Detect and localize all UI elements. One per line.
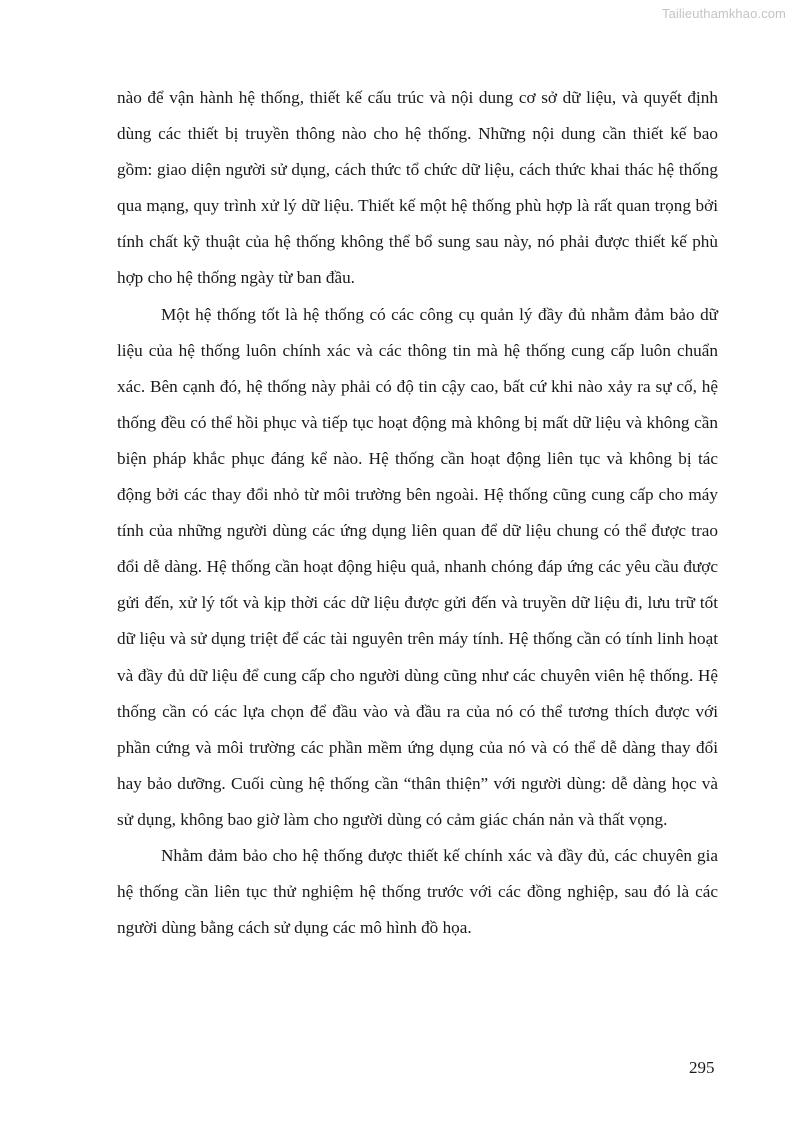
paragraph-good-system: Một hệ thống tốt là hệ thống có các công cụ quản lý đầy đủ nhằm đảm bảo dữ liệu của hệ thống luôn chính xác và các thông tin mà hệ thống cung cấp luôn chuẩn xác. Bên cạnh đó, hệ thống này phải có độ tin cậy cao, bất cứ khi nào xảy ra sự cố, hệ thống đều có thể hồi phục và tiếp tục hoạt động mà không bị mất dữ liệu và không cần biện pháp khắc phục đáng kể nào. Hệ thống cần hoạt động liên tục và không bị tác động bởi các thay đổi nhỏ từ môi trường bên ngoài. Hệ thống cũng cung cấp cho máy tính của những người dùng các ứng dụng liên quan để dữ liệu chung có thể được trao đổi dễ dàng. Hệ thống cần hoạt động hiệu quả, nhanh chóng đáp ứng các yêu cầu được gửi đến, xử lý tốt và kịp thời các dữ liệu được gửi đến và truyền dữ liệu đi, lưu trữ tốt dữ liệu và sử dụng triệt để các tài nguyên trên máy tính. Hệ thống cần có tính linh hoạt và đầy đủ dữ liệu để cung cấp cho người dùng cũng như các chuyên viên hệ thống. Hệ thống cần có các lựa chọn để đầu vào và đầu ra của nó có thể tương thích được với phần cứng và môi trường các phần mềm ứng dụng của nó và có thể dễ dàng thay đổi hay bảo dưỡng. Cuối cùng hệ thống cần “thân thiện” với người dùng: dễ dàng học và sử dụng, không bao giờ làm cho người dùng có cảm giác chán nản và thất vọng.: [117, 304, 718, 829]
watermark-text: Tailieuthamkhao.com: [661, 6, 786, 21]
paragraph-testing: Nhằm đảm bảo cho hệ thống được thiết kế chính xác và đầy đủ, các chuyên gia hệ thống cần liên tục thử nghiệm hệ thống trước với các đồng nghiệp, sau đó là các người dùng bằng cách sử dụng các mô hình đồ họa.: [117, 845, 718, 938]
paragraph-continuation: nào để vận hành hệ thống, thiết kế cấu trúc và nội dung cơ sở dữ liệu, và quyết định dùng các thiết bị truyền thông nào cho hệ thống. Những nội dung cần thiết kế bao gồm: giao diện người sử dụng, cách thức tổ chức dữ liệu, cách thức khai thác hệ thống qua mạng, quy trình xử lý dữ liệu. Thiết kế một hệ thống phù hợp là rất quan trọng bởi tính chất kỹ thuật của hệ thống không thể bổ sung sau này, nó phải được thiết kế phù hợp cho hệ thống ngày từ ban đầu.: [117, 88, 718, 288]
document-body: [117, 80, 718, 946]
page-number: 295: [689, 1058, 715, 1077]
